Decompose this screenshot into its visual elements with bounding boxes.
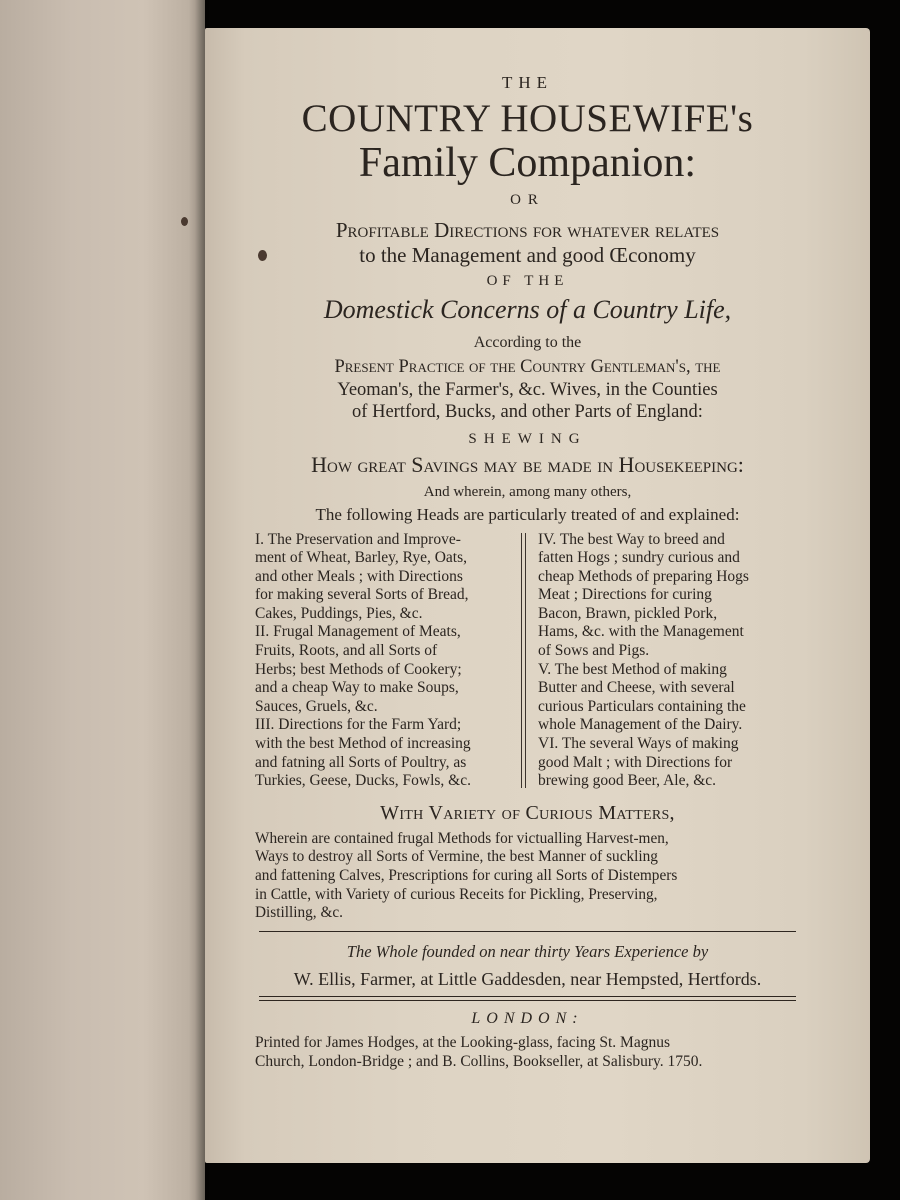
and-wherein: And wherein, among many others, <box>423 483 632 500</box>
ink-spot <box>181 217 188 226</box>
heads-left-column <box>255 531 517 791</box>
according-to: According to the <box>473 334 582 351</box>
heads-line: Turkies, Geese, Ducks, Fowls, &c. <box>255 772 471 790</box>
imprint-line: Printed for James Hodges, at the Looking-glass, facing St. Magnus <box>255 1034 670 1052</box>
savings-heading: How great Savings may be made in Housekeeping: <box>311 451 744 477</box>
heads-line: VI. The several Ways of making <box>538 735 739 753</box>
title-page-text <box>255 60 800 1071</box>
heads-line: V. The best Method of making <box>538 660 727 678</box>
heads-line: IV. The best Way to breed and <box>538 530 725 548</box>
heads-line: and fatning all Sorts of Poultry, as <box>255 753 467 771</box>
heads-line: Hams, &c. with the Management <box>538 623 744 641</box>
heads-line: curious Particulars containing the <box>538 697 746 715</box>
present-practice-line2: Yeoman's, the Farmer's, &c. Wives, in the Counties <box>337 379 718 400</box>
heads-line: fatten Hogs ; sundry curious and <box>538 549 740 567</box>
paragraph-line: Ways to destroy all Sorts of Vermine, the best Manner of suckling <box>255 848 658 866</box>
heads-line: Fruits, Roots, and all Sorts of <box>255 642 438 660</box>
heads-line: good Malt ; with Directions for <box>538 753 733 771</box>
column-divider <box>521 533 526 788</box>
imprint-line: Church, London-Bridge ; and B. Collins, Bookseller, at Salisbury. 1750. <box>255 1053 703 1071</box>
heads-line: III. Directions for the Farm Yard; <box>255 716 462 734</box>
heads-columns <box>255 531 800 791</box>
main-title-line1: COUNTRY HOUSEWIFE's <box>301 97 754 140</box>
heads-line: II. Frugal Management of Meats, <box>255 623 461 641</box>
heads-line: Butter and Cheese, with several <box>538 679 735 697</box>
heads-line: and a cheap Way to make Soups, <box>255 679 459 697</box>
divider-rule <box>259 1000 796 1001</box>
curious-matters-paragraph <box>255 830 800 923</box>
heads-line: for making several Sorts of Bread, <box>255 586 469 604</box>
present-practice-line3: of Hertford, Bucks, and other Parts of England: <box>352 402 703 422</box>
heads-line: Cakes, Puddings, Pies, &c. <box>255 604 423 622</box>
heads-line: Bacon, Brawn, pickled Pork, <box>538 604 718 622</box>
following-heads: The following Heads are particularly treated of and explained: <box>315 504 740 524</box>
heads-line: I. The Preservation and Improve- <box>255 530 461 548</box>
imprint <box>255 1033 800 1071</box>
heads-line: cheap Methods of preparing Hogs <box>538 567 749 585</box>
shewing: SHEWING <box>468 430 587 447</box>
paragraph-line: and fattening Calves, Prescriptions for curing all Sorts of Distempers <box>255 867 678 884</box>
heads-line: and other Meals ; with Directions <box>255 567 463 585</box>
title-the: THE <box>501 73 554 92</box>
heads-line: Meat ; Directions for curing <box>538 586 712 604</box>
divider-rule <box>259 931 796 932</box>
subtitle-line1: Profitable Directions for whatever relates <box>335 218 720 242</box>
heads-line: of Sows and Pigs. <box>538 642 650 660</box>
paragraph-line: Wherein are contained frugal Methods for victualling Harvest-men, <box>255 829 669 847</box>
imprint-place: LONDON: <box>471 1010 584 1028</box>
heads-line: brewing good Beer, Ale, &c. <box>538 772 717 790</box>
present-practice-line1: Present Practice of the Country Gentleman's, the <box>334 357 721 377</box>
main-title-line2: Family Companion: <box>358 140 697 186</box>
heads-line: whole Management of the Dairy. <box>538 716 743 734</box>
paragraph-line: Distilling, &c. <box>255 904 343 922</box>
heads-line: Sauces, Gruels, &c. <box>255 697 378 715</box>
paragraph-line: in Cattle, with Variety of curious Receits for Pickling, Preserving, <box>255 885 658 903</box>
author-byline: W. Ellis, Farmer, at Little Gaddesden, near Hempsted, Hertfords. <box>293 969 762 990</box>
heads-right-column <box>538 531 800 791</box>
title-of-the: OF THE <box>486 273 569 289</box>
experience-line: The Whole founded on near thirty Years Experience by <box>346 941 709 961</box>
left-facing-page <box>0 0 205 1200</box>
domestick-concerns: Domestick Concerns of a Country Life, <box>323 295 732 324</box>
heads-line: with the best Method of increasing <box>255 735 471 753</box>
heads-line: Herbs; best Methods of Cookery; <box>255 660 462 678</box>
heads-line: ment of Wheat, Barley, Rye, Oats, <box>255 549 468 567</box>
curious-matters-heading: With Variety of Curious Matters, <box>380 801 675 824</box>
subtitle-line2: to the Management and good Œconomy <box>359 243 696 267</box>
divider-rule <box>259 996 796 997</box>
title-or: OR <box>510 192 545 208</box>
